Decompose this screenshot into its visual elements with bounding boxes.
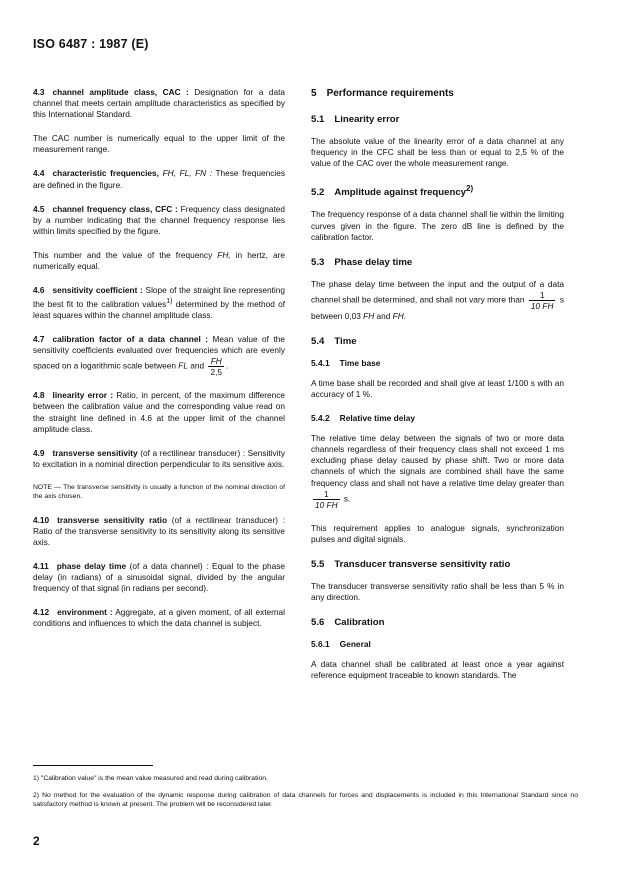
definition-4-8: 4.8 linearity error : Ratio, in percent, of the maximum difference between the calibration value and the corresponding value read on the straight line defined in 4.6 at the upper limit of the channel amplitude class. — [33, 390, 286, 434]
definition-4-9-note: NOTE — The transverse sensitivity is usually a function of the nominal direction of the axis chosen. — [33, 483, 285, 501]
heading-5-4: 5.4 Time — [311, 335, 357, 347]
heading-5-4-1: 5.4.1 Time base — [311, 357, 381, 368]
fraction-1-over-10fh: $\frac{1}{10 FH}$ — [530, 289, 554, 311]
section-5-1-text: The absolute value of the linearity error of a data channel at any frequency in the CFC shall be less than or equal to 2,5 % of the value of the CAC over the whole measurement range. — [311, 136, 564, 169]
fraction-fh-over-2-5: $\frac{FH}{2,5}$ — [210, 356, 222, 378]
page-number: 2 — [33, 834, 40, 848]
footnote-1: 1) "Calibration value" is the mean value measured and read during calibration. — [33, 775, 268, 782]
heading-5-6: 5.6 Calibration — [311, 616, 385, 628]
heading-5-5: 5.5 Transducer transverse sensitivity ratio — [311, 558, 511, 570]
header-title: ISO 6487 : 1987 (E) — [33, 37, 149, 51]
heading-5-3: 5.3 Phase delay time — [311, 256, 413, 268]
definition-4-3: 4.3 channel amplitude class, CAC : Designation for a data channel that meets certain amplitude characteristics as specified by this International Standard. — [33, 87, 285, 120]
definition-4-9: 4.9 transverse sensitivity (of a rectilinear transducer) : Sensitivity to excitation in a nominal direction perpendicular to its sensitive axis. — [33, 447, 285, 469]
heading-5-6-1: 5.6.1 General — [311, 638, 371, 649]
section-5-4-2-text2: This requirement applies to analogue signals, synchronization pulses and digital signals. — [311, 522, 564, 544]
definition-4-11: 4.11 phase delay time (of a data channel) : Equal to the phase delay (in radians) of a sinusoidal signal, divided by the angular frequency of that signal (in radians per second). — [33, 561, 285, 594]
left-column — [33, 87, 285, 642]
definition-4-6: 4.6 sensitivity coefficient : Slope of the straight line representing the best fit to the calibration values$^{1)}$ determined by the method of least squares within the channel amplitude class. — [33, 285, 285, 321]
definition-4-10: 4.10 transverse sensitivity ratio (of a rectilinear transducer) : Ratio of the transverse sensitivity to its sensitivity along its sensitive axis. — [33, 514, 285, 547]
definition-4-5-note: This number and the value of the frequency FH, in hertz, are numerically equal. — [33, 249, 285, 272]
section-5-2-text: The frequency response of a data channel shall lie within the limiting curves given in the figure. The zero dB line is defined by the calibration factor. — [311, 209, 564, 242]
definition-4-5: 4.5 channel frequency class, CFC : Frequency class designated by a number indicating that the channel frequency response lies within limits specified by the figure. — [33, 203, 285, 236]
definition-4-7: 4.7 calibration factor of a data channel : Mean value of the sensitivity coefficients evaluated over frequencies which are evenly spaced on a logarithmic scale between FL and $\frac{FH}{2,5}$ . — [33, 334, 285, 378]
section-5-4-1-text: A time base shall be recorded and shall give at least 1/100 s with an accuracy of 1 %. — [311, 377, 564, 400]
footnote-separator — [33, 765, 153, 766]
section-5-6-1-text: A data channel shall be calibrated at least once a year against reference equipment traceable to known standards. The — [311, 658, 564, 681]
heading-5-4-2: 5.4.2 Relative time delay — [311, 413, 416, 424]
section-5-3-text: The phase delay time between the input and the output of a data channel shall be determined, and shall not vary more than $\frac{1}{10 FH}$ s between 0,03 FH and FH. — [311, 278, 564, 321]
section-5-5-text: The transducer transverse sensitivity ratio shall be less than 5 % in any direction. — [311, 580, 564, 602]
definition-4-3-note: The CAC number is numerically equal to the upper limit of the measurement range. — [33, 133, 285, 155]
fraction-1-over-10fh: $\frac{1}{10 FH}$ — [315, 488, 338, 510]
heading-5: 5 Performance requirements — [311, 88, 454, 99]
heading-5-2: 5.2 Amplitude against frequency$^{2)}$ — [311, 184, 474, 199]
right-column — [311, 87, 564, 694]
definition-4-12: 4.12 environment : Aggregate, at a given moment, of all external conditions and influences to which the data channel is subject. — [33, 607, 285, 629]
definition-4-4: 4.4 characteristic frequencies, FH, FL, FN : These frequencies are defined in the figure. — [33, 168, 286, 190]
section-5-4-2-text: The relative time delay between the signals of two or more data channels regardless of their frequency class shall not exceed 1 ms excluding phase delay caused by phase shift. Two or more data channels of which the signals are combined shall have the same frequency class and shall not have a relative time delay greater than $\frac{1}{10 FH}$ s. — [311, 433, 564, 510]
heading-5-1: 5.1 Linearity error — [311, 114, 400, 125]
footnote-2: 2) No method for the evaluation of the dynamic response during calibration of data channels for forces and displacements is included in this International Standard since no satisfactory method is known at present. The problem will be reconsidered later. — [33, 792, 578, 809]
